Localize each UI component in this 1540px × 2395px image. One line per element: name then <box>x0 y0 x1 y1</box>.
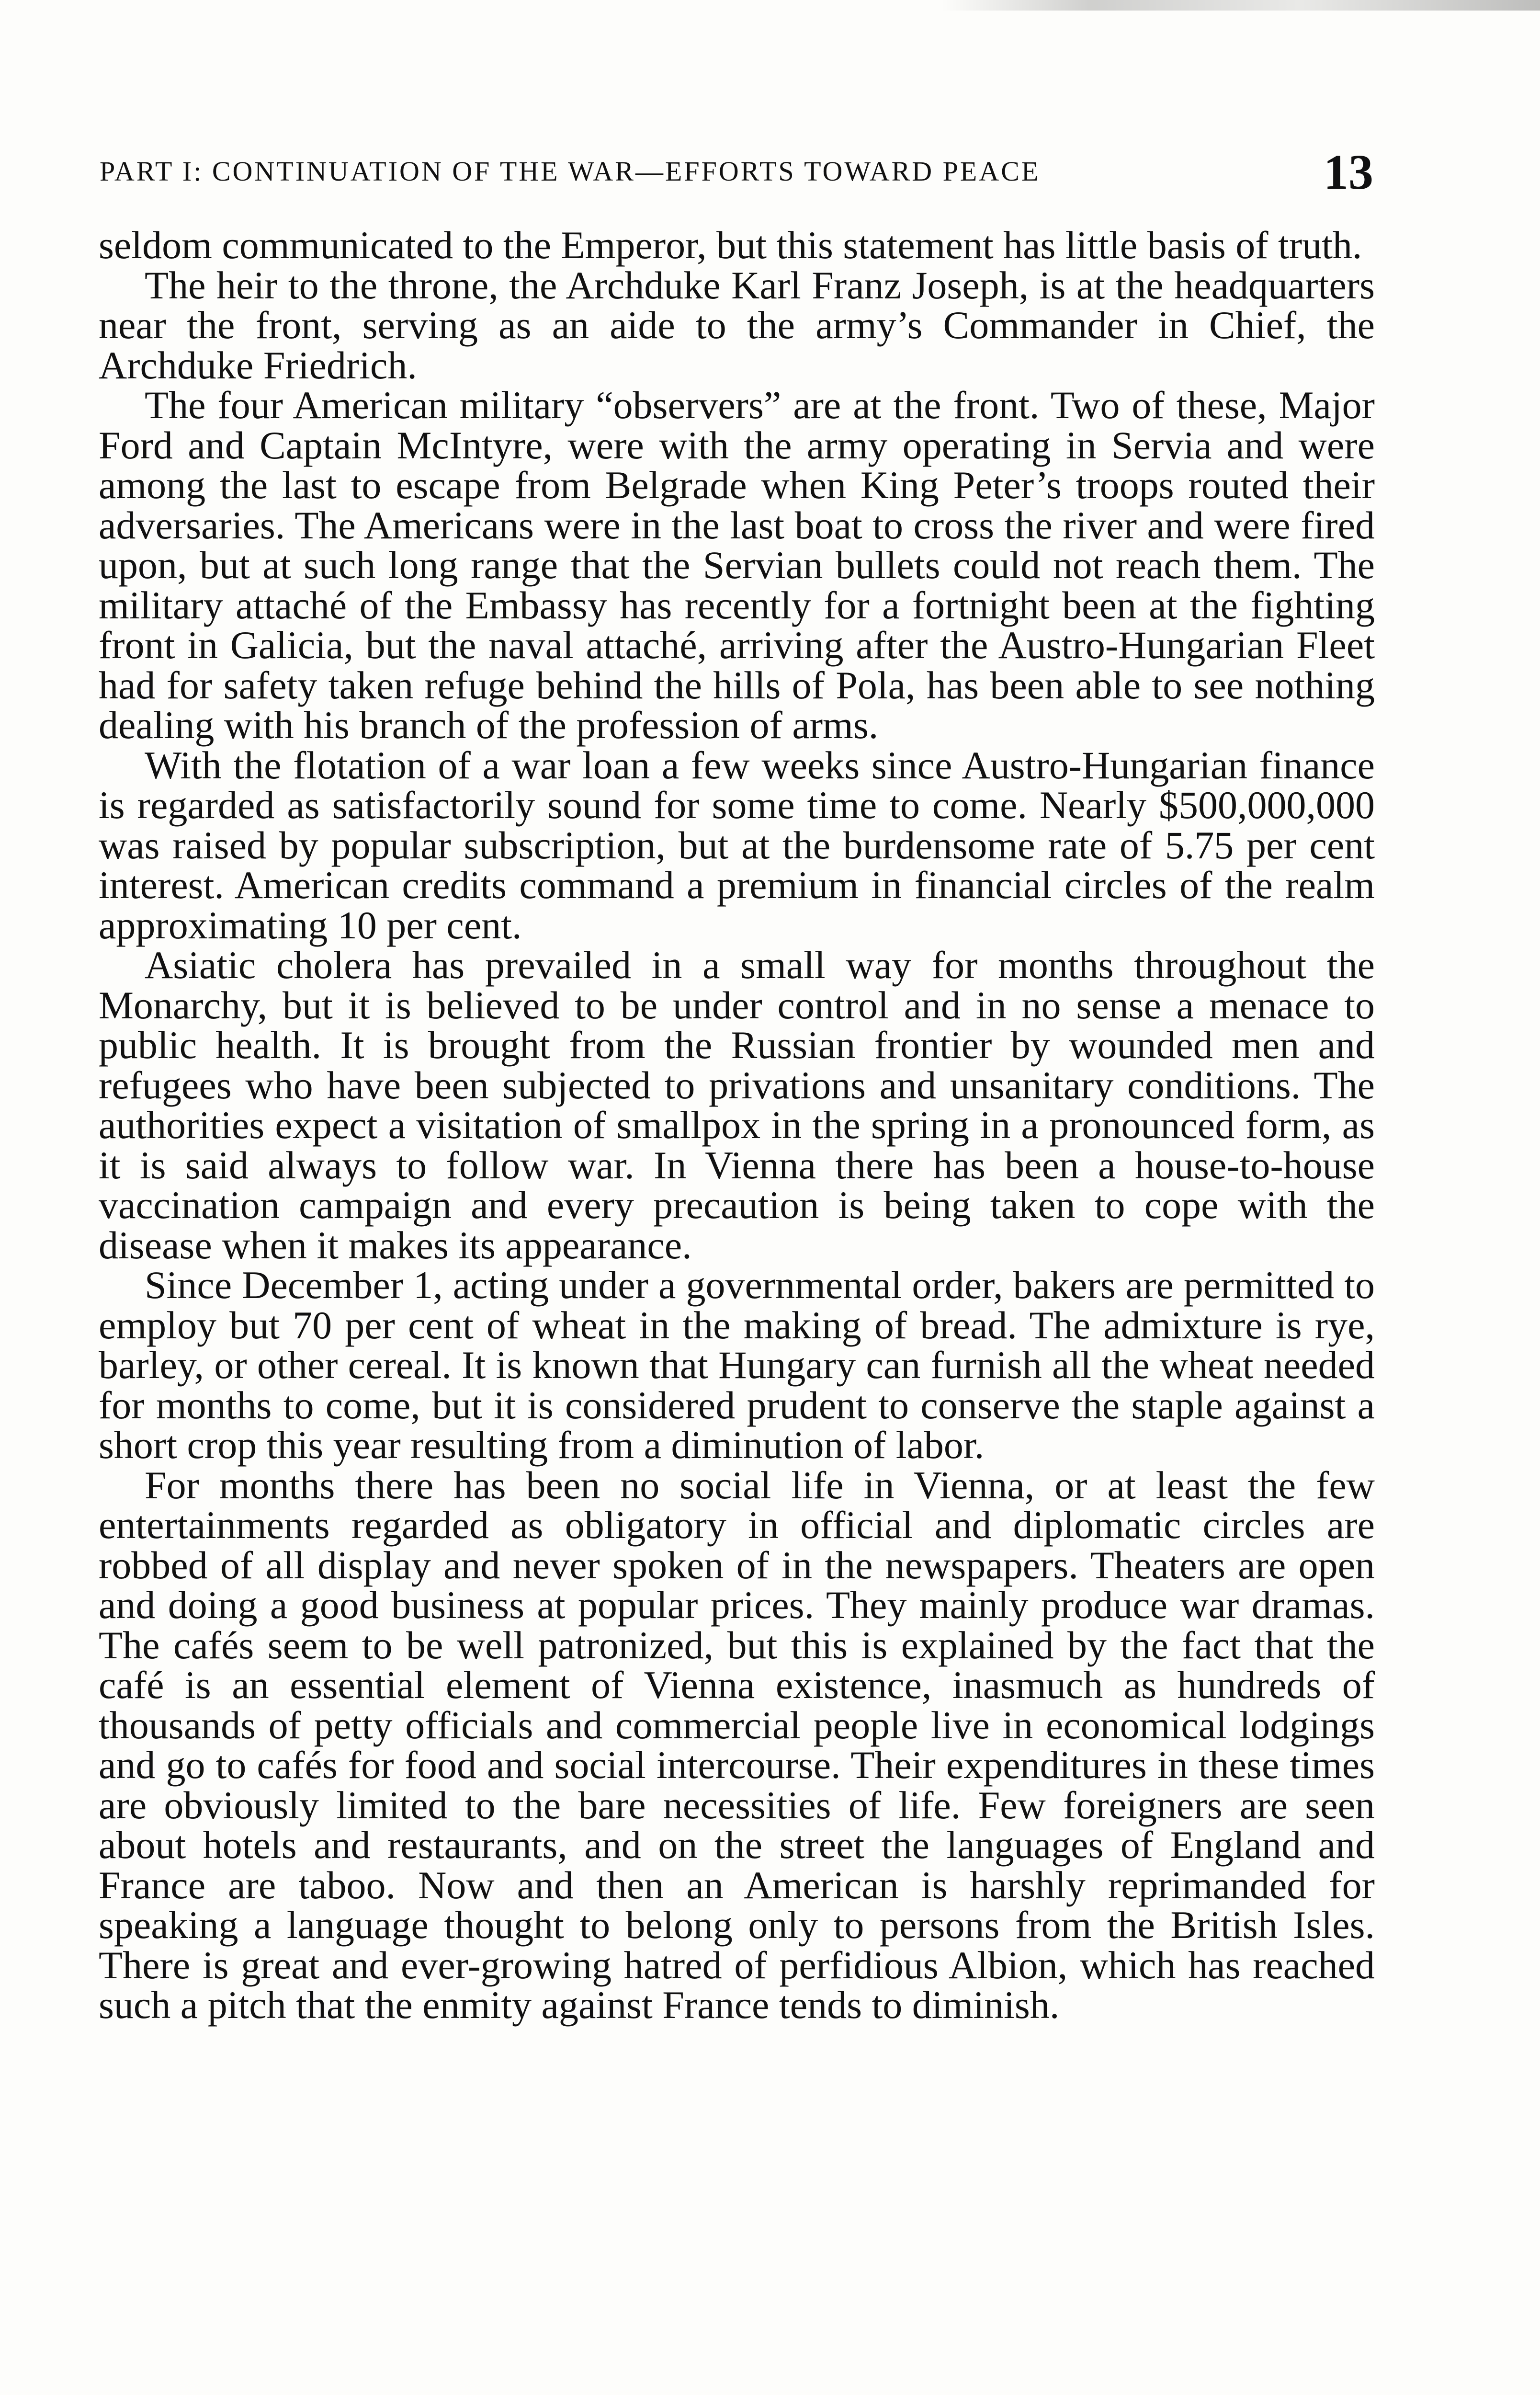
paragraph-observers: The four American military “observers” are at the front. Two of these, Major Ford and Captain McIntyre, were with the army operating in Servia and were among the last to escape from Belgrade when King Peter’s troops routed their adversaries. The Americans were in the last boat to cross the river and were fired upon, but at such long range that the Servian bullets could not reach them. The military attaché of the Embassy has recently for a fortnight been at the fighting front in Galicia, but the naval attaché, arriving after the Austro-Hungarian Fleet had for safety taken refuge behind the hills of Pola, has been able to see nothing dealing with his branch of the profession of arms. <box>99 383 1375 747</box>
paragraph-heir: The heir to the throne, the Archduke Karl Franz Joseph, is at the headquarters near the front, serving as an aide to the army’s Commander in Chief, the Archduke Friedrich. <box>99 263 1375 387</box>
page-number: 13 <box>1324 145 1373 200</box>
body-text <box>99 225 1375 2025</box>
paragraph-bread: Since December 1, acting under a governmental order, bakers are permitted to employ but 70 per cent of wheat in the making of bread. The admixture is rye, barley, or other cereal. It is known that Hungary can furnish all the wheat needed for months to come, but it is considered prudent to conserve the staple against a short crop this year resulting from a diminution of labor. <box>99 1263 1375 1467</box>
running-head-title: PART I: CONTINUATION OF THE WAR—EFFORTS TOWARD PEACE <box>100 156 1041 187</box>
scan-edge-noise <box>941 0 1540 11</box>
paragraph-continuation: seldom communicated to the Emperor, but this statement has little basis of truth. <box>99 223 1362 267</box>
running-head <box>100 144 1373 200</box>
paragraph-war-loan: With the flotation of a war loan a few weeks since Austro-Hungarian finance is regarded as satisfactorily sound for some time to come. Nearly $500,000,000 was raised by popular subscription, but at the burdensome rate of 5.75 per cent interest. American credits command a premium in financial circles of the realm approximating 10 per cent. <box>99 743 1375 947</box>
paragraph-cholera: Asiatic cholera has prevailed in a small way for months throughout the Monarchy, but it is believed to be under control and in no sense a menace to public health. It is brought from the Russian frontier by wounded men and refugees who have been subjected to privations and unsanitary conditions. The authorities expect a visitation of smallpox in the spring in a pronounced form, as it is said always to follow war. In Vienna there has been a house-to-house vaccination campaign and every precaution is being taken to cope with the disease when it makes its appearance. <box>99 943 1375 1267</box>
paragraph-social-life: For months there has been no social life in Vienna, or at least the few entertainments regarded as obligatory in official and diplomatic circles are robbed of all display and never spoken of in the newspapers. Theaters are open and doing a good business at popular prices. They mainly produce war dramas. The cafés seem to be well patronized, but this is explained by the fact that the café is an essential element of Vienna existence, inasmuch as hundreds of thousands of petty officials and commercial people live in economical lodgings and go to cafés for food and social intercourse. Their expenditures in these times are obviously limited to the bare necessities of life. Few foreigners are seen about hotels and restaurants, and on the street the languages of England and France are taboo. Now and then an American is harshly reprimanded for speaking a language thought to belong only to persons from the British Isles. There is great and ever-growing hatred of perfidious Albion, which has reached such a pitch that the enmity against France tends to diminish. <box>99 1463 1375 2027</box>
